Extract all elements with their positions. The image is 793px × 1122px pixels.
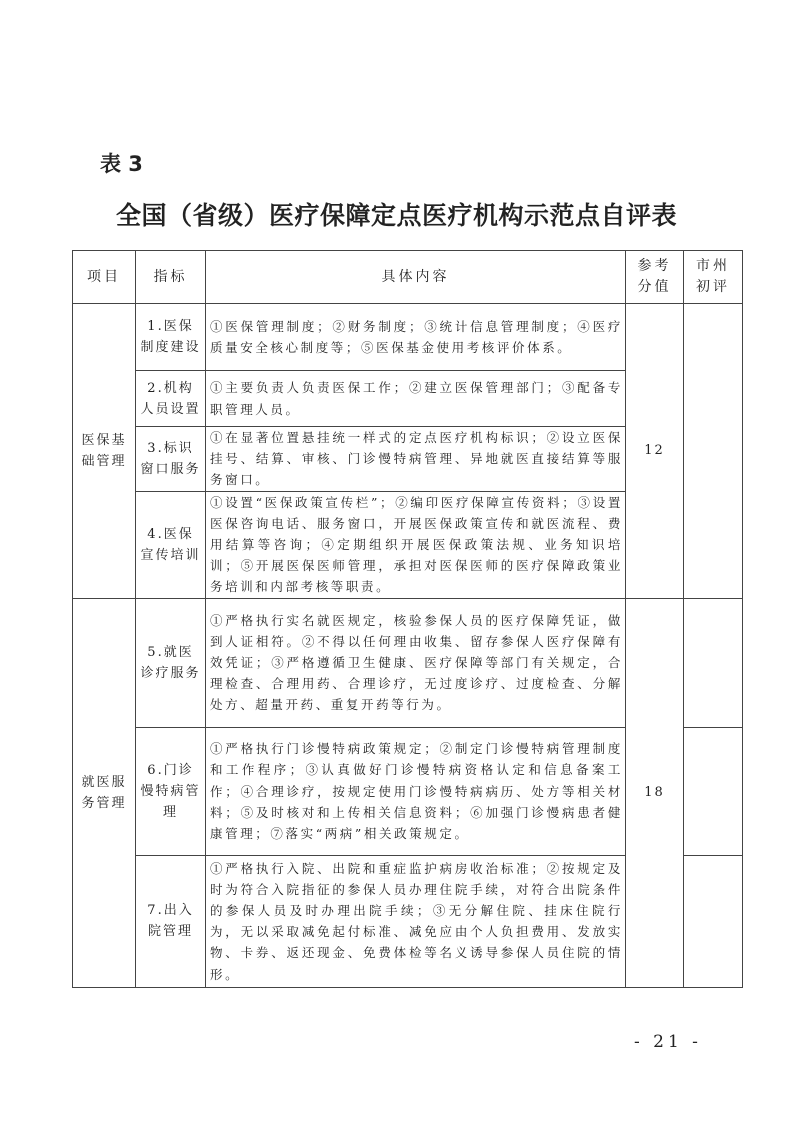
header-category: 项目 xyxy=(73,251,136,304)
table-row xyxy=(73,598,743,727)
content-cell: ①严格执行入院、出院和重症监护病房收治标准；②按规定及时为符合入院指征的参保人员办理住院手续，对符合出院条件的参保人员及时办理出院手续；③无分解住院、挂床住院行为，无以采取减免起付标准、减免应由个人负担费用、发放实物、卡券、返还现金、免费体检等名义诱导参保人员住院的情形。 xyxy=(206,855,626,987)
indicator-cell: 4.医保宣传培训 xyxy=(136,491,206,598)
table-row xyxy=(73,304,743,371)
content-cell: ①严格执行门诊慢特病政策规定；②制定门诊慢特病管理制度和工作程序；③认真做好门诊慢特病资格认定和信息备案工作；④合理诊疗，按规定使用门诊慢特病病历、处方等相关材料；⑤及时核对和上传相关信息资料；⑥加强门诊慢病患者健康管理；⑦落实“两病”相关政策规定。 xyxy=(206,727,626,855)
category-cell: 就医服务管理 xyxy=(73,598,136,987)
indicator-cell: 5.就医诊疗服务 xyxy=(136,598,206,727)
content-cell: ①在显著位置悬挂统一样式的定点医疗机构标识；②设立医保挂号、结算、审核、门诊慢特病管理、异地就医直接结算等服务窗口。 xyxy=(206,427,626,492)
category-cell: 医保基础管理 xyxy=(73,304,136,599)
page-number: - 21 - xyxy=(634,1032,702,1052)
table-label: 表 3 xyxy=(100,152,143,176)
indicator-cell: 6.门诊慢特病管理 xyxy=(136,727,206,855)
self-evaluation-table xyxy=(72,250,743,988)
table-header-row xyxy=(73,251,743,304)
content-cell: ①医保管理制度；②财务制度；③统计信息管理制度；④医疗质量安全核心制度等；⑤医保基金使用考核评价体系。 xyxy=(206,304,626,371)
header-reference-score: 参考分值 xyxy=(626,251,684,304)
header-city-evaluation: 市州初评 xyxy=(684,251,743,304)
header-content: 具体内容 xyxy=(206,251,626,304)
header-indicator: 指标 xyxy=(136,251,206,304)
reference-score-cell: 12 xyxy=(626,304,684,599)
city-evaluation-cell[interactable] xyxy=(684,855,743,987)
city-evaluation-cell[interactable] xyxy=(684,598,743,727)
content-cell: ①设置“医保政策宣传栏”；②编印医疗保障宣传资料；③设置医保咨询电话、服务窗口，开展医保政策宣传和就医流程、费用结算等咨询；④定期组织开展医保政策法规、业务知识培训；⑤开展医保医师管理，承担对医保医师的医疗保障政策业务培训和内部考核等职责。 xyxy=(206,491,626,598)
city-evaluation-cell[interactable] xyxy=(684,727,743,855)
indicator-cell: 3.标识窗口服务 xyxy=(136,427,206,492)
reference-score-cell: 18 xyxy=(626,598,684,987)
content-cell: ①主要负责人负责医保工作；②建立医保管理部门；③配备专职管理人员。 xyxy=(206,371,626,427)
indicator-cell: 2.机构人员设置 xyxy=(136,371,206,427)
indicator-cell: 7.出入院管理 xyxy=(136,855,206,987)
indicator-cell: 1.医保制度建设 xyxy=(136,304,206,371)
content-cell: ①严格执行实名就医规定，核验参保人员的医疗保障凭证，做到人证相符。②不得以任何理由收集、留存参保人医疗保障有效凭证；③严格遵循卫生健康、医疗保障等部门有关规定，合理检查、合理用药、合理诊疗，无过度诊疗、过度检查、分解处方、超量开药、重复开药等行为。 xyxy=(206,598,626,727)
city-evaluation-cell[interactable] xyxy=(684,304,743,599)
page-title: 全国（省级）医疗保障定点医疗机构示范点自评表 xyxy=(115,201,677,230)
